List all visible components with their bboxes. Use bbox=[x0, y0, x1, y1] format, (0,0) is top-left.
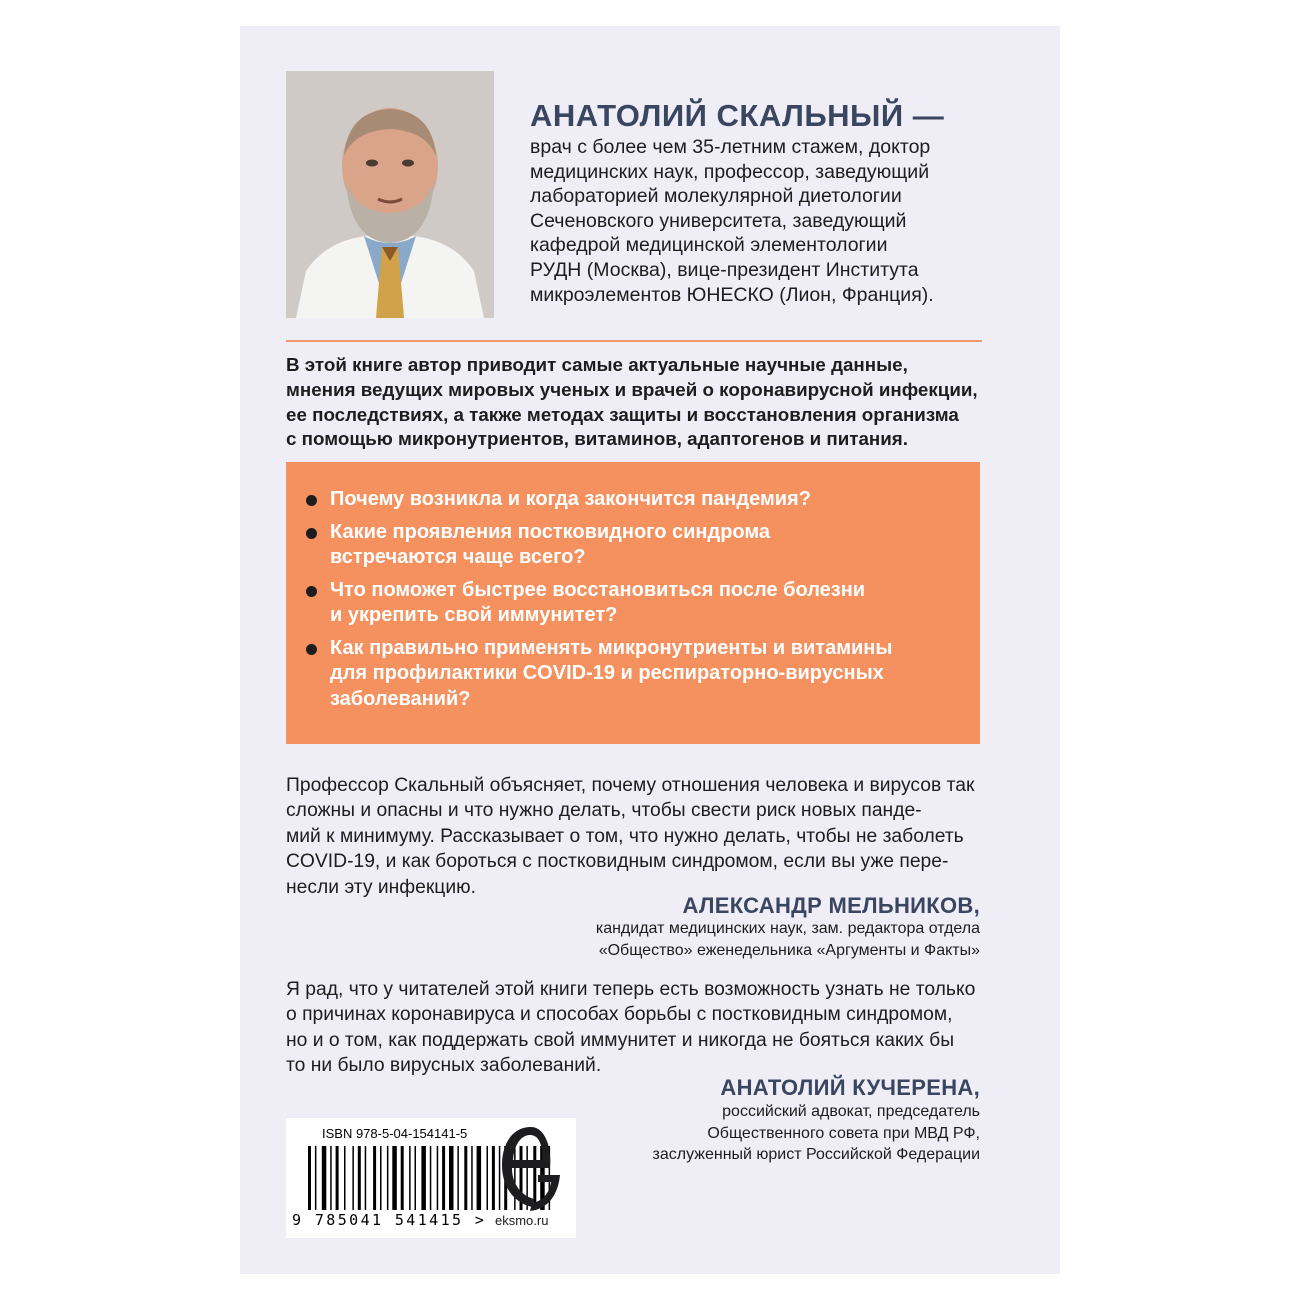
author-bio-line: РУДН (Москва), вице-президент Института bbox=[530, 258, 919, 281]
bullet-icon bbox=[306, 644, 317, 655]
review-kucherena bbox=[286, 977, 986, 1079]
question-line: Какие проявления постковидного синдрома bbox=[330, 520, 771, 543]
question-line: Почему возникла и когда закончится пандемия? bbox=[330, 488, 811, 510]
reviewer-role bbox=[653, 1101, 981, 1166]
question-item bbox=[286, 520, 980, 571]
book-intro bbox=[286, 353, 986, 452]
author-bio-line: кафедрой медицинской элементологии bbox=[530, 234, 888, 257]
divider bbox=[286, 340, 982, 342]
barcode-digits: 9 785041 541415 > bbox=[292, 1211, 487, 1229]
question-line: и укрепить свой иммунитет? bbox=[330, 604, 618, 626]
question-line: встречаются чаще всего? bbox=[330, 546, 586, 568]
author-bio-line: медицинских наук, профессор, заведующий bbox=[530, 160, 930, 183]
review-line: несли эту инфекцию. bbox=[286, 876, 476, 898]
questions-list bbox=[286, 487, 980, 719]
intro-line: с помощью микронутриентов, витаминов, адаптогенов и питания. bbox=[286, 428, 908, 450]
intro-line: мнения ведущих мировых ученых и врачей о коронавирусной инфекции, bbox=[286, 378, 978, 400]
question-item bbox=[286, 636, 980, 713]
review-line: Профессор Скальный объясняет, почему отношения человека и вирусов так bbox=[286, 775, 975, 796]
question-item bbox=[286, 578, 980, 629]
author-name: АНАТОЛИЙ СКАЛЬНЫЙ — bbox=[530, 98, 945, 133]
reviewer-role bbox=[596, 918, 980, 961]
publisher-site: eksmo.ru bbox=[495, 1213, 549, 1228]
eksmo-logo-icon bbox=[500, 1125, 562, 1211]
review-line: Я рад, что у читателей этой книги теперь есть возможность узнать не только bbox=[286, 979, 976, 1000]
question-line: Что поможет быстрее восстановиться после болезни bbox=[330, 578, 866, 601]
review-melnikov bbox=[286, 773, 986, 900]
review-line: но и о том, как поддержать свой иммунитет и никогда не бояться каких бы bbox=[286, 1029, 955, 1051]
bullet-icon bbox=[306, 495, 317, 506]
author-bio-line: врач с более чем 35-летним стажем, доктор bbox=[530, 136, 931, 158]
review-line: мий к минимуму. Рассказывает о том, что нужно делать, чтобы не заболеть bbox=[286, 825, 964, 847]
question-line: Как правильно применять микронутриенты и витамины bbox=[330, 636, 893, 659]
reviewer-role-line: «Общество» еженедельника «Аргументы и Факты» bbox=[598, 941, 980, 959]
question-line: для профилактики COVID-19 и респираторно-вирусных bbox=[330, 662, 884, 684]
isbn-label: ISBN 978-5-04-154141-5 bbox=[322, 1126, 468, 1141]
author-photo bbox=[286, 71, 494, 318]
reviewer-role-line: российский адвокат, председатель bbox=[722, 1103, 980, 1120]
author-bio-line: микроэлементов ЮНЕСКО (Лион, Франция). bbox=[530, 283, 934, 306]
question-line: заболеваний? bbox=[330, 687, 471, 710]
reviewer-name: АЛЕКСАНДР МЕЛЬНИКОВ, bbox=[682, 893, 980, 918]
intro-line: В этой книге автор приводит самые актуальные научные данные, bbox=[286, 354, 908, 375]
review-line: COVID-19, и как бороться с постковидным синдромом, если вы уже пере- bbox=[286, 851, 949, 873]
author-bio bbox=[530, 135, 950, 307]
question-item bbox=[286, 487, 980, 513]
reviewer-name: АНАТОЛИЙ КУЧЕРЕНА, bbox=[720, 1075, 980, 1100]
reviewer-role-line: заслуженный юрист Российской Федерации bbox=[652, 1146, 980, 1163]
author-bio-line: Сеченовского университета, заведующий bbox=[530, 209, 907, 232]
review-line: сложны и опасны и что нужно делать, чтобы свести риск новых панде- bbox=[286, 800, 922, 822]
bullet-icon bbox=[306, 528, 317, 539]
review-line: то ни было вирусных заболеваний. bbox=[286, 1055, 602, 1077]
questions-box bbox=[286, 462, 980, 744]
reviewer-role-line: кандидат медицинских наук, зам. редактора отдела bbox=[595, 920, 980, 937]
intro-line: ее последствиях, а также методах защиты и восстановления организма bbox=[286, 403, 959, 425]
bullet-icon bbox=[306, 586, 317, 597]
author-bio-line: лабораторией молекулярной диетологии bbox=[530, 185, 902, 208]
review-line: о причинах коронавируса и способах борьбы с постковидным синдромом, bbox=[286, 1004, 953, 1026]
reviewer-role-line: Общественного совета при МВД РФ, bbox=[707, 1124, 980, 1142]
